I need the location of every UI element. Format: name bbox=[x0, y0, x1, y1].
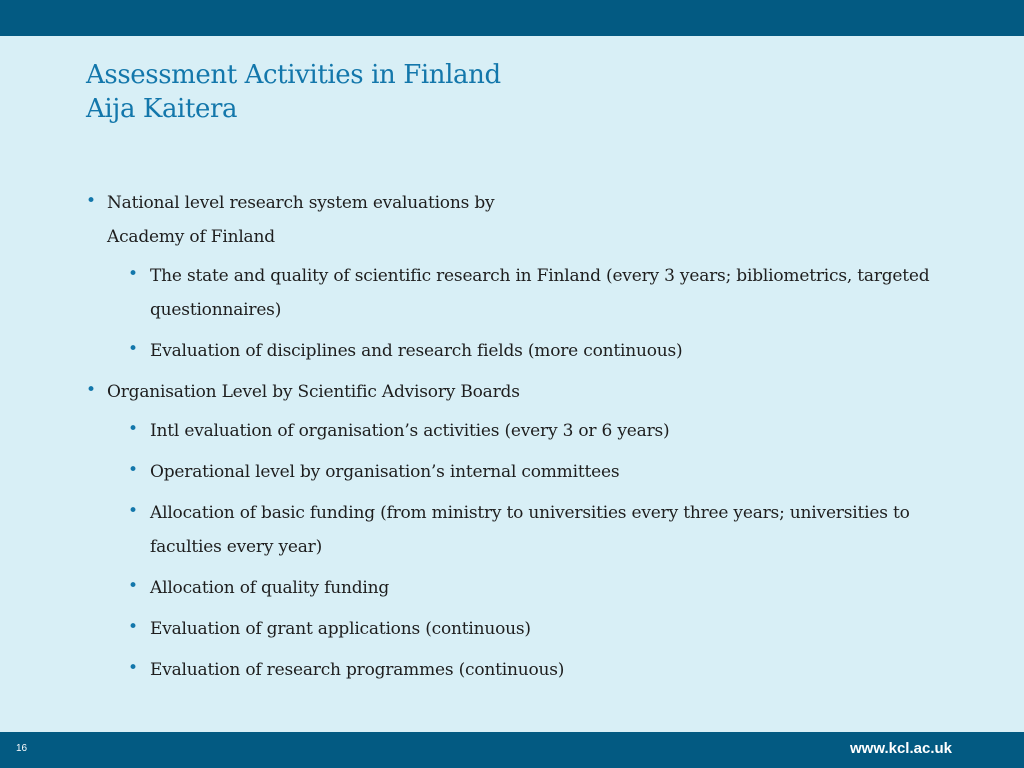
bullet-dot-icon: • bbox=[128, 339, 138, 359]
footer-url-link[interactable]: www.kcl.ac.uk bbox=[850, 740, 952, 757]
slide-content bbox=[86, 186, 946, 694]
bullet-item-1 bbox=[86, 186, 946, 254]
bullet-dot-icon: • bbox=[86, 380, 96, 400]
sub-bullet-text: Allocation of quality funding bbox=[150, 578, 390, 598]
sub-bullet-text: Evaluation of research programmes (continuous) bbox=[150, 660, 565, 680]
sub-bullet-2-2 bbox=[86, 455, 946, 489]
bullet-dot-icon: • bbox=[128, 658, 138, 678]
bullet-dot-icon: • bbox=[128, 264, 138, 284]
sub-bullet-text: Allocation of basic funding (from ministry to universities every three years; universities to faculties every year) bbox=[150, 503, 910, 557]
sub-bullet-text: The state and quality of scientific research in Finland (every 3 years; bibliometrics, targeted questionnaires) bbox=[150, 266, 930, 320]
title-line-2: Aija Kaitera bbox=[86, 94, 238, 124]
header-bar bbox=[0, 0, 1024, 36]
page-number: 16 bbox=[16, 743, 28, 754]
bullet-dot-icon: • bbox=[86, 191, 96, 211]
bullet-dot-icon: • bbox=[128, 419, 138, 439]
sub-bullet-2-1 bbox=[86, 414, 946, 448]
bullet-dot-icon: • bbox=[128, 617, 138, 637]
sub-bullet-1-1 bbox=[86, 259, 946, 327]
bullet-text: Organisation Level by Scientific Advisory Boards bbox=[107, 382, 520, 402]
sub-bullet-2-5 bbox=[86, 612, 946, 646]
slide-title bbox=[86, 58, 501, 126]
sub-bullet-2-6 bbox=[86, 653, 946, 687]
bullet-dot-icon: • bbox=[128, 576, 138, 596]
title-line-1: Assessment Activities in Finland bbox=[86, 60, 501, 90]
bullet-dot-icon: • bbox=[128, 460, 138, 480]
sub-bullet-1-2 bbox=[86, 334, 946, 368]
bullet-item-2 bbox=[86, 375, 946, 409]
bullet-text: National level research system evaluations by Academy of Finland bbox=[107, 193, 495, 247]
sub-bullet-text: Evaluation of disciplines and research fields (more continuous) bbox=[150, 341, 683, 361]
sub-bullet-text: Evaluation of grant applications (continuous) bbox=[150, 619, 531, 639]
sub-bullet-text: Intl evaluation of organisation’s activities (every 3 or 6 years) bbox=[150, 421, 670, 441]
sub-bullet-text: Operational level by organisation’s internal committees bbox=[150, 462, 620, 482]
sub-bullet-2-3 bbox=[86, 496, 946, 564]
bullet-dot-icon: • bbox=[128, 501, 138, 521]
sub-bullet-2-4 bbox=[86, 571, 946, 605]
